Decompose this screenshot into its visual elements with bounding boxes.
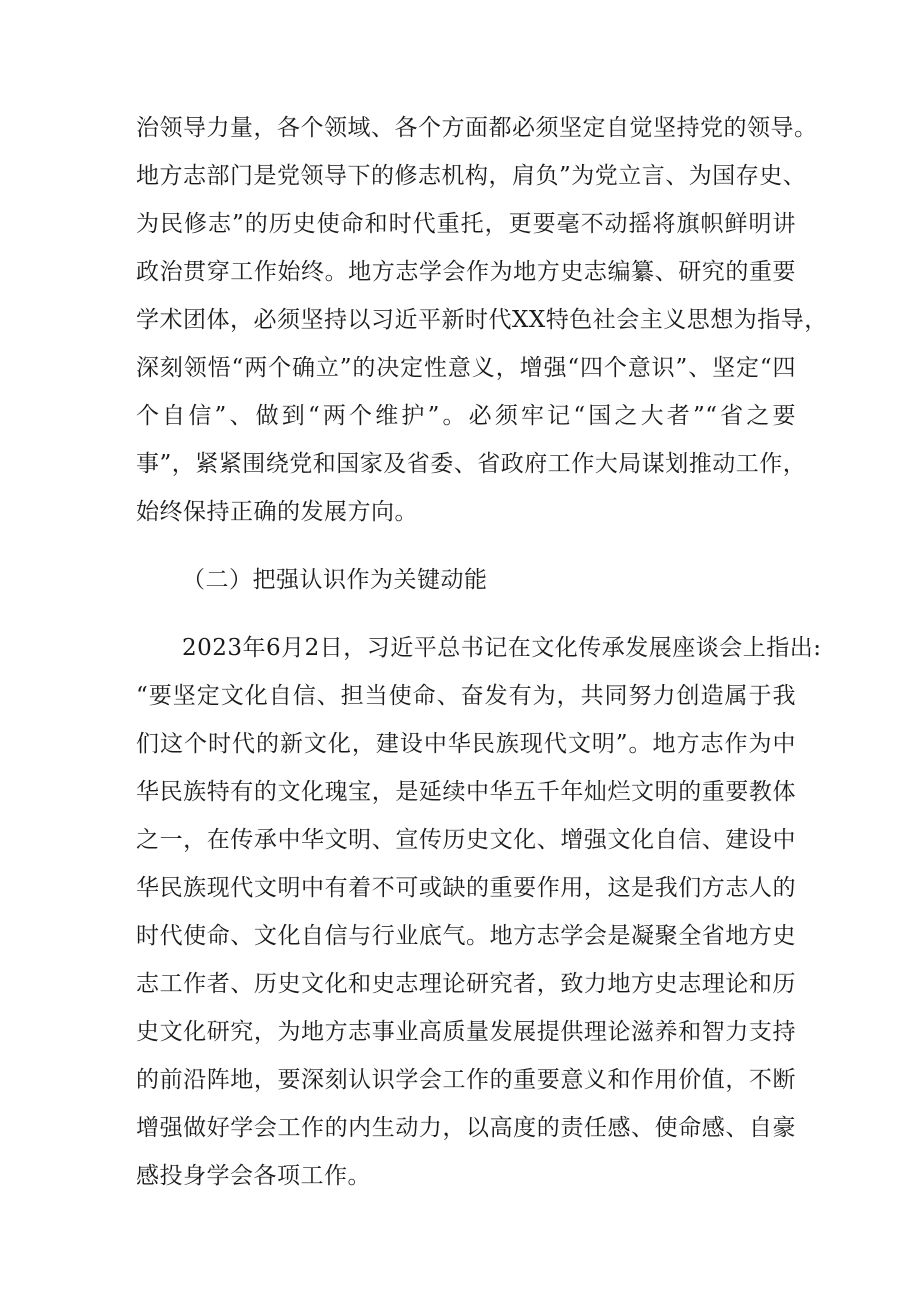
paragraph1-line: 学术团体，必须坚持以习近平新时代XX特色社会主义思想为指导， [136,307,828,333]
paragraph1-line: 深刻领悟“两个确立”的决定性意义，增强“四个意识”、坚定“四 [136,355,796,381]
paragraph2-line: 史文化研究，为地方志事业高质量发展提供理论滋养和智力支持 [136,1019,796,1045]
paragraph2-line: 时代使命、文化自信与行业底气。地方志学会是凝聚全省地方史 [136,923,796,949]
paragraph2-line: 2023年6月2日，习近平总书记在文化传承发展座谈会上指出: [182,635,822,661]
paragraph2-line: 们这个时代的新文化，建设中华民族现代文明”。地方志作为中 [136,731,796,757]
paragraph1-line: 政治贯穿工作始终。地方志学会作为地方史志编纂、研究的重要 [136,259,796,285]
section-heading: （二）把强认识作为关键动能 [182,567,488,593]
paragraph2-line: “要坚定文化自信、担当使命、奋发有为，共同努力创造属于我 [136,683,796,709]
paragraph2-line: 志工作者、历史文化和史志理论研究者，致力地方史志理论和历 [136,971,796,997]
paragraph1-line: 始终保持正确的发展方向。 [136,499,418,525]
paragraph1-line: 为民修志”的历史使命和时代重托，更要毫不动摇将旗帜鲜明讲 [136,211,796,237]
paragraph1-line: 地方志部门是党领导下的修志机构，肩负”为党立言、为国存史、 [136,163,807,189]
paragraph1-line: 个自信”、做到“两个维护”。必须牢记“国之大者”“省之要 [136,403,796,429]
paragraph1-line: 治领导力量，各个领域、各个方面都必须坚定自觉坚持党的领导。 [136,115,818,141]
paragraph2-line: 之一，在传承中华文明、宣传历史文化、增强文化自信、建设中 [136,827,796,853]
paragraph1-line: 事”，紧紧围绕党和国家及省委、省政府工作大局谋划推动工作， [136,451,807,477]
paragraph2-line: 华民族特有的文化瑰宝，是延续中华五千年灿烂文明的重要教体 [136,779,796,805]
paragraph2-line: 华民族现代文明中有着不可或缺的重要作用，这是我们方志人的 [136,875,796,901]
paragraph2-line: 增强做好学会工作的内生动力，以高度的责任感、使命感、自豪 [136,1115,796,1141]
paragraph2-line: 感投身学会各项工作。 [136,1163,371,1189]
paragraph2-line: 的前沿阵地，要深刻认识学会工作的重要意义和作用价值，不断 [136,1067,796,1093]
